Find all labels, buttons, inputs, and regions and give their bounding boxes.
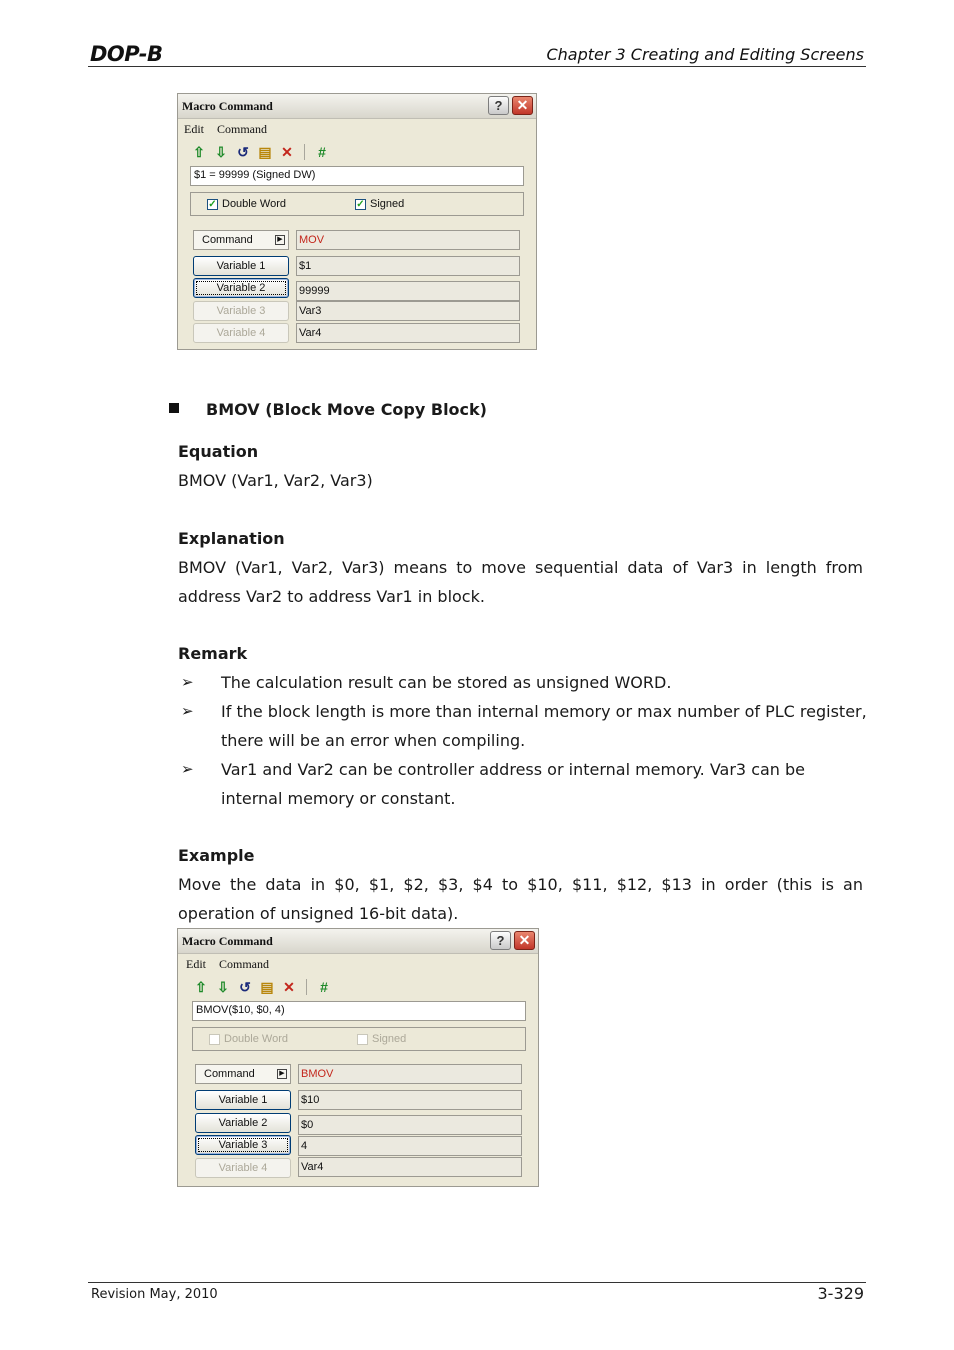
variable-3-field: Var3 xyxy=(296,301,520,321)
checkmark-icon: ✓ xyxy=(208,198,217,210)
save-icon[interactable]: ▤ xyxy=(258,143,272,160)
options-group xyxy=(190,192,524,216)
command-selector[interactable] xyxy=(195,1064,291,1084)
variable-4-field: Var4 xyxy=(298,1157,522,1177)
example-line-1: Move the data in $0, $1, $2, $3, $4 to $10, $11, $12, $13 in order (this is an xyxy=(178,875,863,894)
variable-4-button: Variable 4 xyxy=(195,1158,291,1178)
options-group xyxy=(192,1027,526,1051)
variable-1-button[interactable]: Variable 1 xyxy=(193,256,289,276)
undo-icon[interactable]: ↺ xyxy=(237,143,249,160)
delete-icon[interactable]: ✕ xyxy=(281,143,293,160)
variable-2-button[interactable]: Variable 2 xyxy=(193,278,289,298)
delete-icon[interactable]: ✕ xyxy=(283,978,295,995)
undo-icon[interactable]: ↺ xyxy=(239,978,251,995)
arrow-bullet-icon: ➢ xyxy=(181,673,194,691)
variable-3-button[interactable]: Variable 3 xyxy=(195,1135,291,1155)
remark-heading: Remark xyxy=(178,644,248,663)
close-button[interactable]: ✕ xyxy=(512,96,533,115)
command-selector[interactable] xyxy=(193,230,289,250)
double-word-checkbox[interactable] xyxy=(207,198,286,210)
menu-edit[interactable]: Edit xyxy=(184,122,204,136)
variable-3-button: Variable 3 xyxy=(193,301,289,321)
chapter-title: Chapter 3 Creating and Editing Screens xyxy=(546,45,864,64)
titlebar xyxy=(178,929,538,954)
variable-3-field[interactable]: 4 xyxy=(298,1136,522,1156)
toolbar-separator xyxy=(304,144,305,160)
example-heading: Example xyxy=(178,846,255,865)
equation-text: BMOV (Var1, Var2, Var3) xyxy=(178,471,373,490)
expression-field[interactable]: $1 = 99999 (Signed DW) xyxy=(190,166,524,186)
macro-command-dialog-2 xyxy=(177,928,539,1187)
variable-1-field[interactable]: $10 xyxy=(298,1090,522,1110)
equation-heading: Equation xyxy=(178,442,259,461)
variable-2-button[interactable]: Variable 2 xyxy=(195,1113,291,1133)
variable-2-field[interactable]: 99999 xyxy=(296,281,520,301)
number-icon[interactable]: # xyxy=(320,979,328,995)
toolbar xyxy=(190,977,335,997)
down-arrow-icon[interactable]: ⇩ xyxy=(215,143,227,160)
help-button[interactable]: ? xyxy=(490,931,511,950)
explanation-line-2: address Var2 to address Var1 in block. xyxy=(178,587,485,606)
variable-1-field[interactable]: $1 xyxy=(296,256,520,276)
menu-command[interactable]: Command xyxy=(217,122,267,136)
arrow-bullet-icon: ➢ xyxy=(181,702,194,720)
explanation-line-1: BMOV (Var1, Var2, Var3) means to move sequential data of Var3 in length from xyxy=(178,558,863,577)
toolbar xyxy=(188,142,333,162)
remark-1: The calculation result can be stored as unsigned WORD. xyxy=(221,673,672,692)
command-label: Command xyxy=(202,234,253,246)
menu-bar xyxy=(186,957,279,972)
signed-label: Signed xyxy=(372,1033,407,1045)
signed-checkbox xyxy=(357,1033,406,1045)
menu-command[interactable]: Command xyxy=(219,957,269,971)
double-word-label: Double Word xyxy=(222,198,286,210)
menu-bar xyxy=(184,122,277,137)
double-word-checkbox xyxy=(209,1033,288,1045)
toolbar-separator xyxy=(306,979,307,995)
titlebar xyxy=(178,94,536,119)
example-line-2: operation of unsigned 16-bit data). xyxy=(178,904,459,923)
variable-4-button: Variable 4 xyxy=(193,323,289,343)
down-arrow-icon[interactable]: ⇩ xyxy=(217,978,229,995)
macro-command-dialog-1 xyxy=(177,93,537,350)
explanation-heading: Explanation xyxy=(178,529,285,548)
dialog-title: Macro Command xyxy=(182,934,273,948)
double-word-label: Double Word xyxy=(224,1033,288,1045)
remark-2: If the block length is more than internal memory or max number of PLC register, there will be an error when compiling. xyxy=(221,702,867,750)
section-title: BMOV (Block Move Copy Block) xyxy=(206,400,487,419)
close-button[interactable]: ✕ xyxy=(514,931,535,950)
arrow-bullet-icon: ➢ xyxy=(181,760,194,778)
command-field[interactable]: MOV xyxy=(296,230,520,250)
signed-checkbox[interactable] xyxy=(355,198,404,210)
variable-1-button[interactable]: Variable 1 xyxy=(195,1090,291,1110)
variable-2-field[interactable]: $0 xyxy=(298,1115,522,1135)
play-icon: ▶ xyxy=(275,235,285,245)
up-arrow-icon[interactable]: ⇧ xyxy=(193,143,205,160)
help-button[interactable]: ? xyxy=(488,96,509,115)
section-bullet xyxy=(169,403,179,413)
logo: DOP-B xyxy=(90,42,163,66)
up-arrow-icon[interactable]: ⇧ xyxy=(195,978,207,995)
expression-field[interactable]: BMOV($10, $0, 4) xyxy=(192,1001,526,1021)
dialog-title: Macro Command xyxy=(182,99,273,113)
command-field[interactable]: BMOV xyxy=(298,1064,522,1084)
command-label: Command xyxy=(204,1068,255,1080)
footer-rule xyxy=(88,1282,866,1283)
save-icon[interactable]: ▤ xyxy=(260,978,274,995)
variable-4-field: Var4 xyxy=(296,323,520,343)
play-icon: ▶ xyxy=(277,1069,287,1079)
header-rule xyxy=(88,66,866,67)
checkmark-icon: ✓ xyxy=(356,198,365,210)
page-number: 3-329 xyxy=(817,1284,864,1303)
menu-edit[interactable]: Edit xyxy=(186,957,206,971)
signed-label: Signed xyxy=(370,198,405,210)
number-icon[interactable]: # xyxy=(318,144,326,160)
revision-text: Revision May, 2010 xyxy=(91,1287,218,1302)
remark-3: Var1 and Var2 can be controller address or internal memory. Var3 can be internal memory or constant. xyxy=(221,760,806,808)
